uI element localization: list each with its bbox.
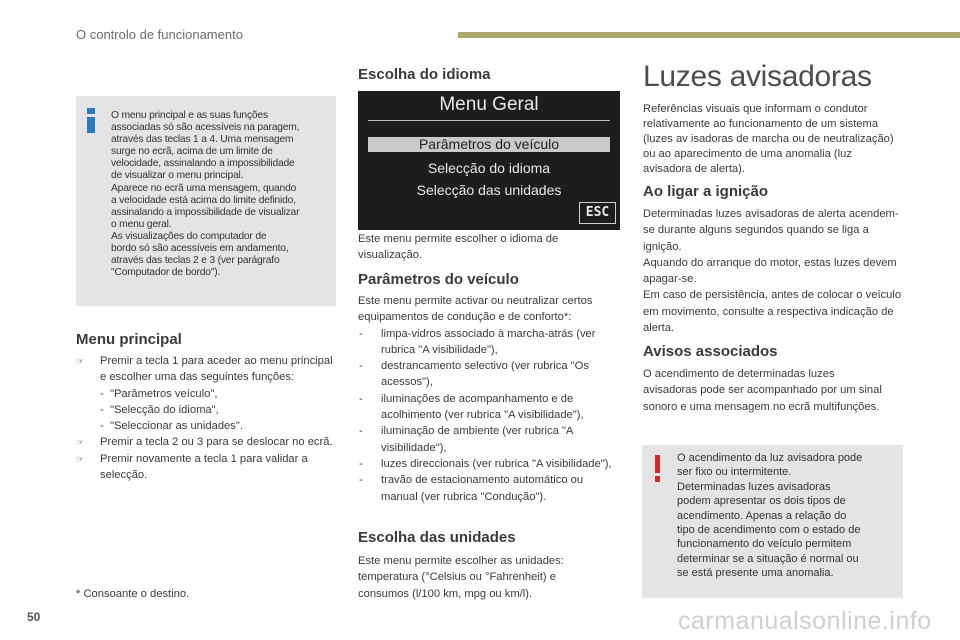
- avisos-heading: Avisos associados: [643, 343, 778, 360]
- screen-divider: [368, 120, 610, 121]
- section-title: O controlo de funcionamento: [76, 27, 243, 42]
- parametro-item: - limpa-vidros associado à marcha-atrás (ver rubrica "A visibilidade"),: [359, 327, 596, 356]
- function-item: - "Parâmetros veículo",: [100, 387, 218, 400]
- parametros-heading: Parâmetros do veículo: [358, 271, 519, 288]
- watermark: carmanualsonline.info: [678, 607, 932, 635]
- parametro-item: - travão de estacionamento automático ou manual (ver rubrica "Condução").: [359, 474, 584, 503]
- screen-item-idioma[interactable]: Selecção do idioma: [427, 160, 551, 176]
- ignition-paragraph-3: Em caso de persistência, antes de colocar o veículo em movimento, consulte a respectiva indicação de alerta.: [643, 289, 902, 335]
- screen-item-parametros[interactable]: Parâmetros do veículo: [418, 136, 560, 152]
- parametro-item: - iluminações de acompanhamento e de acolhimento (ver rubrica "A visibilidade"),: [359, 392, 584, 422]
- escolha-unidades-body: Este menu permite escolher as unidades: temperatura (°Celsius ou °Fahrenheit) e consumos (l/100 km, mpg ou km/l).: [358, 555, 564, 600]
- parametro-item: - destrancamento selectivo (ver rubrica "Os acessos"),: [359, 360, 589, 389]
- info-box-paragraph: O menu principal e as suas funções associadas só são acessíveis na paragem, através das teclas 1 a 4. Uma mensagem surge no ecrã, acima de um limite de velocidade, assinalando a impossibilidade de visualizar o menu principal. Aparece no ecrã uma mensagem, quando a velocidade está acima do limite definido, assinalando a impossibilidade de visualizar o menu geral. As visualizações do computador de bordo só são acessíveis em andamento, através das teclas 2 e 3 (ver parágrafo "Computador de bordo").: [111, 110, 300, 279]
- warning-icon: [655, 455, 661, 482]
- bullet-icon: ☞: [76, 453, 85, 464]
- parametro-item: - iluminação de ambiente (ver rubrica "A visibilidade"),: [359, 425, 573, 454]
- screen-title: Menu Geral: [439, 94, 539, 115]
- warning-box-text: O acendimento da luz avisadora pode ser fixo ou intermitente. Determinadas luzes avisadoras podem apresentar os dois tipos de acendimento. Apenas a relação do tipo de acendimento com o estado de funcionamento do veículo permitem determinar se a situação é normal ou se está presente uma anomalia.: [677, 452, 863, 580]
- function-item: - "Selecção do idioma",: [100, 403, 219, 416]
- menu-principal-steps: [76, 353, 334, 483]
- menu-screen: [358, 91, 620, 230]
- bullet-icon: ☞: [76, 437, 85, 448]
- info-icon: [86, 108, 96, 132]
- step-item: ☞ Premir a tecla 1 para aceder ao menu principal e escolher uma das seguintes funções: - "Parâmetros veículo", - "Selecção do idioma", - "Seleccionar as unidades".: [76, 353, 334, 434]
- ignition-body: [643, 206, 903, 336]
- luzes-intro: Referências visuais que informam o condutor relativamente ao funcionamento de um sistema (luzes av isadoras de marcha ou de neutralização) ou ao aparecimento de uma anomalia (luz avisadora de alerta).: [643, 103, 894, 175]
- footnote: * Consoante o destino.: [76, 588, 190, 600]
- luzes-title: Luzes avisadoras: [643, 60, 872, 93]
- escolha-idioma-heading: Escolha do idioma: [358, 66, 491, 83]
- info-box-text: [111, 110, 331, 279]
- escolha-unidades-heading: Escolha das unidades: [358, 529, 516, 546]
- info-box: [76, 96, 336, 306]
- avisos-body: O acendimento de determinadas luzes avisadoras pode ser acompanhado por um sinal sonoro e uma mensagem no ecrã multifunções.: [643, 368, 882, 413]
- bullet-icon: ☞: [76, 356, 85, 366]
- esc-button[interactable]: ESC: [579, 202, 616, 224]
- screen-item-unidades[interactable]: Selecção das unidades: [416, 182, 562, 198]
- page-number: 50: [27, 610, 41, 624]
- ignition-paragraph-1: Determinadas luzes avisadoras de alerta acendem-se durante alguns segundos quando se liga a ignição.: [643, 208, 899, 253]
- function-item: - "Seleccionar as unidades".: [100, 420, 243, 433]
- ignition-paragraph-2: Aquando do arranque do motor, estas luzes devem apagar-se.: [643, 256, 897, 286]
- menu-principal-heading: Menu principal: [76, 331, 182, 348]
- ignition-heading: Ao ligar a ignição: [643, 183, 769, 200]
- step-item: ☞ Premir a tecla 2 ou 3 para se deslocar no ecrã.: [76, 434, 334, 450]
- warning-box: [642, 445, 903, 598]
- escolha-idioma-body: Este menu permite escolher o idioma de visualização.: [358, 233, 559, 262]
- header-accent-bar: [458, 32, 960, 38]
- parametros-intro: Este menu permite activar ou neutralizar certos equipamentos de condução e de conforto*:: [358, 295, 593, 324]
- parametro-item: - luzes direccionais (ver rubrica "A visibilidade"),: [359, 457, 612, 470]
- step-item: ☞ Premir novamente a tecla 1 para validar a selecção.: [76, 452, 308, 482]
- parametros-body: [358, 293, 622, 505]
